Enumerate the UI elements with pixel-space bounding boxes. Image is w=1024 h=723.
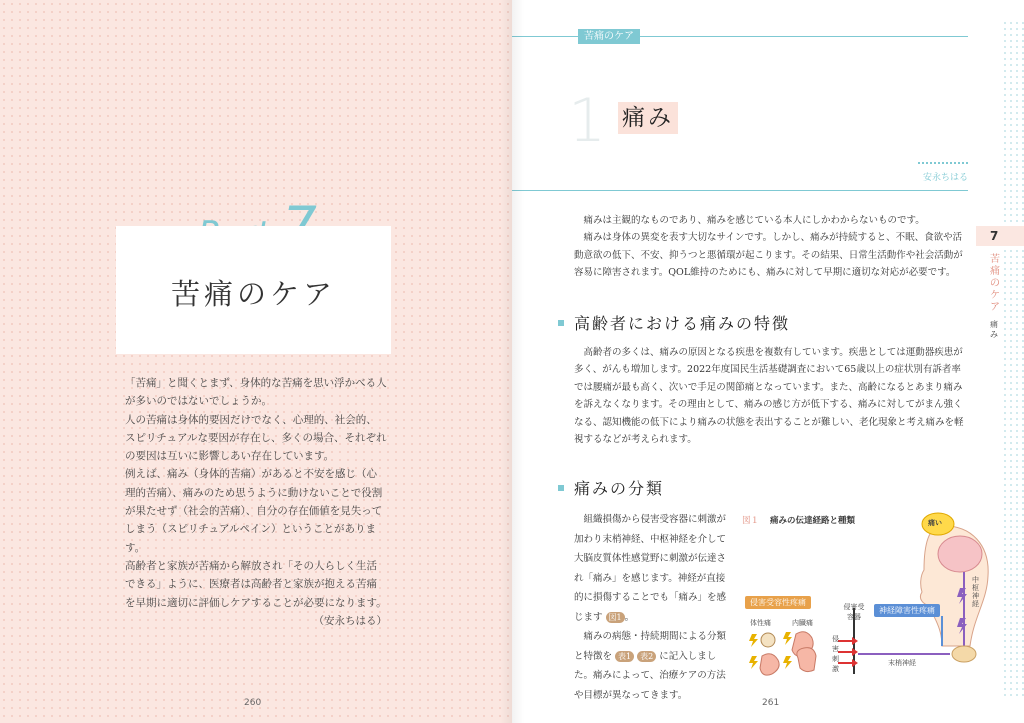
figure-pain-pathway (742, 506, 992, 686)
bolt-icon (783, 632, 792, 645)
classification-text-c: に記入しました。痛みによって、治療ケアの方法や目標が異なってきます。 (574, 650, 726, 701)
right-page (512, 0, 1024, 723)
receptor-label: 侵害受容器 (843, 603, 865, 621)
heading-square-icon (558, 320, 564, 326)
heading-classification (558, 476, 664, 499)
cns-label: 中枢神経 (972, 576, 979, 608)
bolt-icon (749, 634, 758, 647)
characteristics-text (574, 344, 969, 448)
book-gutter (500, 0, 524, 723)
side-tab-number: 7 (990, 229, 999, 243)
intro-paragraph: 例えば、痛み（身体的苦痛）があると不安を感じ（心理的苦痛）、痛みのため思うように動けないことで役割が果たせず（社会的苦痛）、自分の存在価値を見失ってしまう（スピリチュアルペイン）ということがあります。 (125, 468, 383, 554)
side-tab-sub: 痛み (990, 320, 998, 339)
section-divider (512, 190, 968, 191)
lead-text (574, 212, 969, 282)
sidebar-dots (1002, 20, 1024, 700)
pain-bubble-text: 痛い (928, 519, 942, 527)
intro-paragraph: 人の苦痛は身体的要因だけでなく、心理的、社会的、スピリチュアルな要因が存在し、多くの場合、それぞれの要因は互いに影響しあい存在しています。 (125, 413, 387, 463)
figure-title: 痛みの伝達経路と種類 (770, 516, 856, 526)
nociceptive-badge: 侵害受容性疼痛 (745, 596, 811, 609)
heading-characteristics (558, 311, 790, 334)
pns-label: 末梢神経 (888, 659, 916, 667)
bone-icon (761, 633, 775, 647)
classification-text-a: 組織損傷から侵害受容器に刺激が加わり末梢神経、中枢神経を介して大脳皮質体性感覚野に刺激が伝達され「痛み」を感じます。神経が直接的に損傷することでも「痛み」を感じます (574, 514, 727, 623)
intro-author: （安永ちはる） (313, 614, 387, 627)
ref-table-1[interactable]: 表1 (615, 651, 634, 662)
ref-table-2[interactable]: 表2 (637, 651, 656, 662)
section-number: 1 (568, 86, 607, 156)
lead-paragraph: 痛みは身体の異変を表す大切なサインです。しかし、痛みが持続すると、不眠、食欲や活動意欲の低下、不安、抑うつと悪循環が起こります。その結果、日常生活動作や社会活動が容易に障害されます。QOL維持のためにも、痛みに対して早期に適切な対応が必要です。 (574, 232, 963, 279)
author-rule (918, 162, 968, 164)
side-tab-title: 苦痛のケア (990, 254, 1000, 313)
intestine-icon (797, 648, 816, 672)
part-title: 苦痛のケア (170, 277, 336, 311)
heading-text: 高齢者における痛みの特徴 (574, 314, 791, 333)
bolt-icon (749, 656, 758, 669)
somatic-label: 体性痛 (750, 619, 771, 627)
section-author: 安永ちはる (922, 173, 968, 183)
characteristics-paragraph: 高齢者の多くは、痛みの原因となる疾患を複数有しています。疾患としては運動器疾患が多く、がんも増加します。2022年度国民生活基礎調査において65歳以上の症状別有訴者率では腰痛が最も高く、次いで手足の関節痛となっています。また、高齢になるとあまり痛みを訴えなくなります。その理由として、痛みの感じ方が低下する、痛みに対してがまん強くなる、認知機能の低下により痛みの状態を表出することが難しい、老化現象と考え痛みを軽視するなどが考えられます。 (574, 347, 964, 446)
classification-text (574, 510, 729, 705)
brain-icon (938, 536, 982, 572)
chapter-tag: 苦痛のケア (578, 29, 640, 44)
section-title: 痛み (618, 102, 678, 134)
intro-text (125, 374, 387, 630)
heading-square-icon (558, 485, 564, 491)
heading-text: 痛みの分類 (574, 479, 665, 498)
lead-paragraph: 痛みは主観的なものであり、痛みを感じている本人にしかわからないものです。 (583, 215, 925, 226)
spinal-cord-icon (952, 646, 976, 662)
page-number-right: 261 (762, 698, 780, 708)
page-number-left: 260 (244, 698, 262, 708)
figure-label: 図１ (742, 516, 760, 526)
intro-paragraph: 「苦痛」と聞くとまず、身体的な苦痛を思い浮かべる人が多いのではないでしょうか。 (125, 377, 387, 408)
side-tab (976, 226, 1024, 246)
neuropathic-badge: 神経障害性疼痛 (874, 604, 940, 617)
classification-text-b: 痛みの病態・持続期間による分類と特徴を (574, 631, 727, 662)
title-box (116, 226, 391, 354)
intro-paragraph: 高齢者と家族が苦痛から解放され「その人らしく生活できる」ように、医療者は高齢者と家族が抱える苦痛を早期に適切に評価しケアすることが必要になります。 (125, 559, 387, 609)
classification-paragraph: 組織損傷から侵害受容器に刺激が加わり末梢神経、中枢神経を介して大脳皮質体性感覚野に刺激が伝達され「痛み」を感じます。神経が直接的に損傷することでも「痛み」を感じます 図1 。 (574, 514, 727, 623)
classification-paragraph (574, 627, 729, 705)
muscle-icon (760, 654, 779, 675)
visceral-label: 内臓痛 (792, 619, 813, 627)
ref-figure-1[interactable]: 図1 (606, 612, 625, 623)
bolt-icon (783, 656, 792, 669)
stimulus-label: 侵害刺激 (832, 635, 839, 673)
